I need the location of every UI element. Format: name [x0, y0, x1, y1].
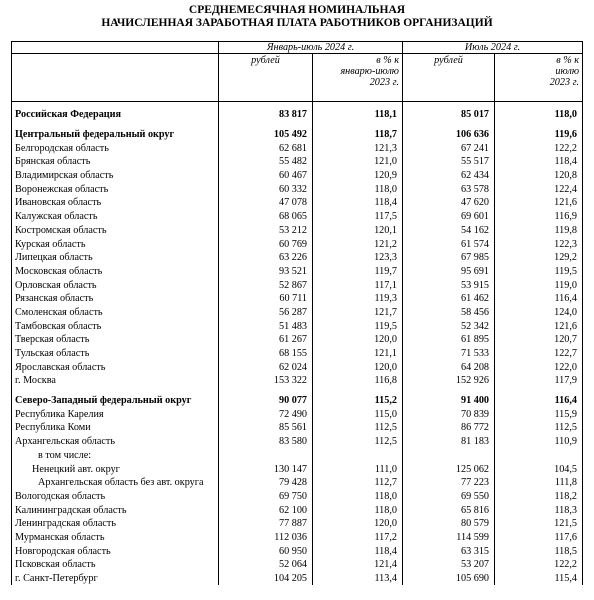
table-row: [12, 292, 583, 306]
region-name-cell: г. Москва: [12, 374, 219, 388]
percent-jan-jul-cell: 121,3: [313, 141, 403, 155]
header-period-row: [12, 42, 583, 54]
table-row: [12, 128, 583, 142]
value-jul-cell: 70 839: [403, 407, 495, 421]
header-units-row: [12, 54, 583, 102]
value-jan-jul-cell: 61 267: [219, 333, 313, 347]
region-name-cell: Липецкая область: [12, 251, 219, 265]
percent-jan-jul-cell: 121,7: [313, 306, 403, 320]
value-jul-cell: 62 434: [403, 169, 495, 183]
value-jul-cell: 91 400: [403, 394, 495, 408]
value-jul-cell: 95 691: [403, 265, 495, 279]
table-row: [12, 544, 583, 558]
value-jan-jul-cell: 60 332: [219, 182, 313, 196]
percent-jul-cell: 122,2: [495, 558, 583, 572]
percent-jul-cell: 120,7: [495, 333, 583, 347]
value-jul-cell: 53 207: [403, 558, 495, 572]
region-name-cell: Тамбовская область: [12, 319, 219, 333]
value-jul-cell: 125 062: [403, 462, 495, 476]
table-row: [12, 490, 583, 504]
value-jul-cell: 114 599: [403, 531, 495, 545]
table-row: [12, 182, 583, 196]
region-name-cell: Курская область: [12, 237, 219, 251]
value-jul-cell: 71 533: [403, 347, 495, 361]
region-name-cell: Смоленская область: [12, 306, 219, 320]
percent-jul-cell: 119,8: [495, 224, 583, 238]
percent-jan-jul-cell: 118,0: [313, 503, 403, 517]
table-row: [12, 394, 583, 408]
value-jan-jul-cell: 60 711: [219, 292, 313, 306]
value-jul-cell: 80 579: [403, 517, 495, 531]
value-jan-jul-cell: 79 428: [219, 476, 313, 490]
value-jan-jul-cell: 47 078: [219, 196, 313, 210]
value-jul-cell: 61 462: [403, 292, 495, 306]
region-name-cell: Костромская область: [12, 224, 219, 238]
value-jul-cell: 47 620: [403, 196, 495, 210]
value-jul-cell: 53 915: [403, 278, 495, 292]
table-row: [12, 141, 583, 155]
value-jan-jul-cell: 60 769: [219, 237, 313, 251]
header-percent-1-line1: в % к: [376, 55, 399, 66]
table-body: [12, 102, 583, 586]
percent-jan-jul-cell: 123,3: [313, 251, 403, 265]
percent-jul-cell: 118,3: [495, 503, 583, 517]
region-name-cell: Ивановская область: [12, 196, 219, 210]
table-row: [12, 210, 583, 224]
value-jul-cell: 67 985: [403, 251, 495, 265]
region-name-cell: Новгородская область: [12, 544, 219, 558]
percent-jul-cell: 122,0: [495, 360, 583, 374]
region-name-cell: Калининградская область: [12, 503, 219, 517]
percent-jul-cell: 110,9: [495, 435, 583, 449]
percent-jan-jul-cell: 120,0: [313, 360, 403, 374]
percent-jan-jul-cell: 117,5: [313, 210, 403, 224]
table-row: [12, 572, 583, 586]
percent-jan-jul-cell: 116,8: [313, 374, 403, 388]
region-name-cell: Калужская область: [12, 210, 219, 224]
value-jan-jul-cell: 60 950: [219, 544, 313, 558]
title-line-1: СРЕДНЕМЕСЯЧНАЯ НОМИНАЛЬНАЯ: [188, 4, 406, 16]
value-jul-cell: 54 162: [403, 224, 495, 238]
salary-table: [11, 41, 583, 585]
percent-jul-cell: 116,4: [495, 292, 583, 306]
value-jan-jul-cell: 62 024: [219, 360, 313, 374]
region-name-cell: Ненецкий авт. округ: [12, 462, 219, 476]
percent-jan-jul-cell: [313, 449, 403, 463]
value-jul-cell: 85 017: [403, 108, 495, 122]
percent-jan-jul-cell: 118,0: [313, 182, 403, 196]
percent-jan-jul-cell: 119,5: [313, 319, 403, 333]
table-row: [12, 421, 583, 435]
value-jan-jul-cell: 130 147: [219, 462, 313, 476]
table-row: [12, 108, 583, 122]
value-jul-cell: 81 183: [403, 435, 495, 449]
table-row: [12, 360, 583, 374]
header-period-1: Январь-июль 2024 г.: [219, 42, 403, 54]
value-jan-jul-cell: 112 036: [219, 531, 313, 545]
value-jul-cell: [403, 449, 495, 463]
percent-jul-cell: [495, 449, 583, 463]
value-jul-cell: 63 578: [403, 182, 495, 196]
percent-jan-jul-cell: 120,0: [313, 517, 403, 531]
value-jul-cell: 63 315: [403, 544, 495, 558]
table-row: [12, 224, 583, 238]
percent-jan-jul-cell: 118,0: [313, 490, 403, 504]
table-row: [12, 374, 583, 388]
region-name-cell: Архангельская область без авт. округа: [12, 476, 219, 490]
value-jan-jul-cell: 53 212: [219, 224, 313, 238]
percent-jul-cell: 119,0: [495, 278, 583, 292]
table-row: [12, 251, 583, 265]
table-row: [12, 435, 583, 449]
table-row: [12, 407, 583, 421]
region-name-cell: Владимирская область: [12, 169, 219, 183]
value-jul-cell: 58 456: [403, 306, 495, 320]
value-jul-cell: 61 895: [403, 333, 495, 347]
value-jul-cell: 52 342: [403, 319, 495, 333]
value-jan-jul-cell: 69 750: [219, 490, 313, 504]
percent-jan-jul-cell: 120,1: [313, 224, 403, 238]
percent-jul-cell: 118,4: [495, 155, 583, 169]
value-jul-cell: 65 816: [403, 503, 495, 517]
table-row: [12, 558, 583, 572]
header-empty-cell: [12, 54, 219, 102]
value-jan-jul-cell: 105 492: [219, 128, 313, 142]
percent-jan-jul-cell: 118,1: [313, 108, 403, 122]
region-name-cell: Архангельская область: [12, 435, 219, 449]
table-head: [12, 42, 583, 102]
value-jan-jul-cell: 77 887: [219, 517, 313, 531]
percent-jul-cell: 129,2: [495, 251, 583, 265]
value-jan-jul-cell: 93 521: [219, 265, 313, 279]
value-jan-jul-cell: 153 322: [219, 374, 313, 388]
percent-jan-jul-cell: 120,9: [313, 169, 403, 183]
percent-jul-cell: 104,5: [495, 462, 583, 476]
percent-jan-jul-cell: 113,4: [313, 572, 403, 586]
percent-jul-cell: 122,7: [495, 347, 583, 361]
value-jan-jul-cell: 83 580: [219, 435, 313, 449]
percent-jul-cell: 117,6: [495, 531, 583, 545]
table-row: [12, 196, 583, 210]
value-jan-jul-cell: 52 064: [219, 558, 313, 572]
header-percent-1-line3: 2023 г.: [369, 77, 399, 88]
value-jan-jul-cell: 68 155: [219, 347, 313, 361]
percent-jan-jul-cell: 121,0: [313, 155, 403, 169]
percent-jul-cell: 122,2: [495, 141, 583, 155]
region-name-cell: Белгородская область: [12, 141, 219, 155]
percent-jan-jul-cell: 117,2: [313, 531, 403, 545]
percent-jul-cell: 115,4: [495, 572, 583, 586]
table-row: [12, 278, 583, 292]
percent-jul-cell: 121,6: [495, 319, 583, 333]
table-row: [12, 265, 583, 279]
percent-jul-cell: 118,2: [495, 490, 583, 504]
header-empty-cell: [12, 42, 219, 54]
table-row: [12, 319, 583, 333]
table-row: [12, 476, 583, 490]
percent-jan-jul-cell: 121,4: [313, 558, 403, 572]
percent-jul-cell: 118,5: [495, 544, 583, 558]
region-name-cell: Республика Коми: [12, 421, 219, 435]
table-row: [12, 503, 583, 517]
value-jan-jul-cell: 52 867: [219, 278, 313, 292]
percent-jul-cell: 121,5: [495, 517, 583, 531]
percent-jul-cell: 115,9: [495, 407, 583, 421]
value-jul-cell: 67 241: [403, 141, 495, 155]
table-row: [12, 531, 583, 545]
value-jul-cell: 64 208: [403, 360, 495, 374]
header-percent-2: [495, 54, 583, 102]
header-rubles-1: рублей: [219, 54, 313, 102]
value-jul-cell: 69 550: [403, 490, 495, 504]
value-jan-jul-cell: 55 482: [219, 155, 313, 169]
header-percent-1: [313, 54, 403, 102]
percent-jul-cell: 116,9: [495, 210, 583, 224]
region-name-cell: Мурманская область: [12, 531, 219, 545]
percent-jul-cell: 121,6: [495, 196, 583, 210]
percent-jul-cell: 116,4: [495, 394, 583, 408]
region-name-cell: Тверская область: [12, 333, 219, 347]
value-jan-jul-cell: 90 077: [219, 394, 313, 408]
percent-jan-jul-cell: 112,7: [313, 476, 403, 490]
percent-jul-cell: 118,0: [495, 108, 583, 122]
percent-jan-jul-cell: 121,2: [313, 237, 403, 251]
value-jan-jul-cell: 72 490: [219, 407, 313, 421]
value-jan-jul-cell: 83 817: [219, 108, 313, 122]
percent-jan-jul-cell: 117,1: [313, 278, 403, 292]
table-row: [12, 449, 583, 463]
region-name-cell: Рязанская область: [12, 292, 219, 306]
value-jul-cell: 55 517: [403, 155, 495, 169]
table-row: [12, 237, 583, 251]
value-jul-cell: 106 636: [403, 128, 495, 142]
percent-jul-cell: 111,8: [495, 476, 583, 490]
region-name-cell: Центральный федеральный округ: [12, 128, 219, 142]
value-jan-jul-cell: 63 226: [219, 251, 313, 265]
region-name-cell: Тульская область: [12, 347, 219, 361]
header-percent-2-line2: июлю: [555, 66, 580, 77]
region-name-cell: г. Санкт-Петербург: [12, 572, 219, 586]
table-row: [12, 462, 583, 476]
value-jul-cell: 105 690: [403, 572, 495, 586]
title-line-2: НАЧИСЛЕННАЯ ЗАРАБОТНАЯ ПЛАТА РАБОТНИКОВ ОРГАНИЗАЦИЙ: [101, 17, 493, 29]
percent-jan-jul-cell: 119,3: [313, 292, 403, 306]
region-name-cell: Воронежская область: [12, 182, 219, 196]
percent-jan-jul-cell: 119,7: [313, 265, 403, 279]
region-name-cell: Псковская область: [12, 558, 219, 572]
value-jul-cell: 69 601: [403, 210, 495, 224]
region-name-cell: Ярославская область: [12, 360, 219, 374]
value-jul-cell: 61 574: [403, 237, 495, 251]
percent-jan-jul-cell: 115,0: [313, 407, 403, 421]
value-jan-jul-cell: [219, 449, 313, 463]
region-name-cell: Брянская область: [12, 155, 219, 169]
value-jan-jul-cell: 85 561: [219, 421, 313, 435]
region-name-cell: Орловская область: [12, 278, 219, 292]
value-jan-jul-cell: 51 483: [219, 319, 313, 333]
value-jan-jul-cell: 62 681: [219, 141, 313, 155]
percent-jul-cell: 112,5: [495, 421, 583, 435]
percent-jul-cell: 119,5: [495, 265, 583, 279]
region-name-cell: Республика Карелия: [12, 407, 219, 421]
percent-jan-jul-cell: 118,4: [313, 196, 403, 210]
value-jan-jul-cell: 60 467: [219, 169, 313, 183]
percent-jan-jul-cell: 118,7: [313, 128, 403, 142]
region-name-cell: Российская Федерация: [12, 108, 219, 122]
percent-jan-jul-cell: 120,0: [313, 333, 403, 347]
table-row: [12, 333, 583, 347]
percent-jan-jul-cell: 112,5: [313, 435, 403, 449]
percent-jan-jul-cell: 121,1: [313, 347, 403, 361]
table-row: [12, 306, 583, 320]
percent-jan-jul-cell: 118,4: [313, 544, 403, 558]
value-jul-cell: 152 926: [403, 374, 495, 388]
header-percent-2-line1: в % к: [556, 55, 580, 66]
percent-jul-cell: 117,9: [495, 374, 583, 388]
table-row: [12, 347, 583, 361]
percent-jul-cell: 124,0: [495, 306, 583, 320]
value-jan-jul-cell: 56 287: [219, 306, 313, 320]
percent-jul-cell: 120,8: [495, 169, 583, 183]
percent-jul-cell: 122,4: [495, 182, 583, 196]
value-jul-cell: 77 223: [403, 476, 495, 490]
region-name-cell: Северо-Западный федеральный округ: [12, 394, 219, 408]
table-row: [12, 155, 583, 169]
table-row: [12, 169, 583, 183]
percent-jan-jul-cell: 112,5: [313, 421, 403, 435]
value-jul-cell: 86 772: [403, 421, 495, 435]
header-percent-1-line2: январю-июлю: [340, 66, 399, 77]
value-jan-jul-cell: 104 205: [219, 572, 313, 586]
region-name-cell: в том числе:: [12, 449, 219, 463]
value-jan-jul-cell: 62 100: [219, 503, 313, 517]
region-name-cell: Вологодская область: [12, 490, 219, 504]
table-row: [12, 517, 583, 531]
percent-jul-cell: 122,3: [495, 237, 583, 251]
header-period-2: Июль 2024 г.: [403, 42, 583, 54]
header-rubles-2: рублей: [403, 54, 495, 102]
region-name-cell: Ленинградская область: [12, 517, 219, 531]
value-jan-jul-cell: 68 065: [219, 210, 313, 224]
header-percent-2-line3: 2023 г.: [549, 77, 580, 88]
percent-jan-jul-cell: 115,2: [313, 394, 403, 408]
region-name-cell: Московская область: [12, 265, 219, 279]
percent-jan-jul-cell: 111,0: [313, 462, 403, 476]
percent-jul-cell: 119,6: [495, 128, 583, 142]
